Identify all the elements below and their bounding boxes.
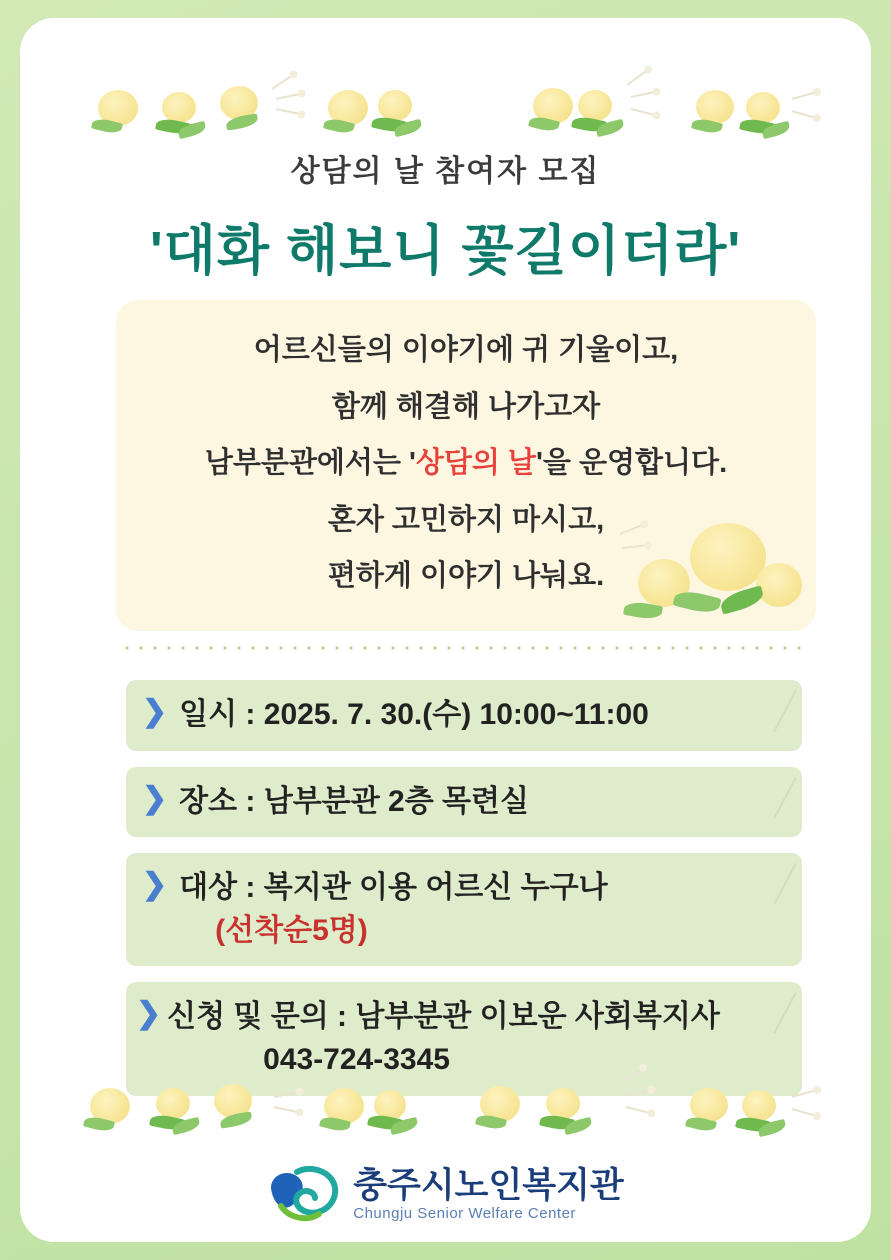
dotted-divider: [120, 646, 810, 650]
intro-box: [116, 300, 816, 631]
poster-card: [20, 18, 871, 1242]
footer-logo: [20, 1166, 871, 1224]
info-row-sublabel: (선착순5명): [215, 913, 368, 947]
intro-line-3-pre: 남부분관에서는 ': [204, 447, 416, 480]
chevron-right-icon: ❯: [136, 997, 162, 1031]
dandelion-seeds-icon: [792, 78, 852, 138]
contact-phone-number: 043-724-3345: [263, 1042, 450, 1076]
info-row-label: 대상 : 복지관 이용 어르신 누구나: [179, 871, 608, 905]
info-row-label: 신청 및 문의 : 남부분관 이보운 사회복지사: [167, 1000, 720, 1034]
poster-headline: 상담의 날 참여자 모집: [290, 155, 601, 188]
info-list: [126, 680, 802, 1112]
dandelion-icon: [372, 88, 432, 148]
info-row-datetime: [126, 680, 802, 751]
intro-line-4: 혼자 고민하지 마시고,: [327, 503, 605, 536]
intro-line-2: 함께 해결해 나가고자: [331, 390, 601, 423]
intro-line-3: [116, 435, 816, 492]
logo-text-block: [353, 1168, 623, 1222]
dandelion-seeds-icon: [270, 76, 330, 136]
dandelion-icon: [572, 88, 632, 148]
intro-line-1: 어르신들의 이야기에 귀 기울이고,: [253, 334, 679, 366]
organization-name-en: Chungju Senior Welfare Center: [353, 1204, 576, 1222]
dandelion-icon: [688, 86, 748, 146]
info-row-label-group: [167, 996, 720, 1081]
dandelion-icon: [525, 82, 585, 142]
info-row-label: 장소 : 남부분관 2층 목련실: [179, 784, 529, 818]
chevron-right-icon: ❯: [142, 695, 168, 728]
dandelion-icon: [740, 90, 800, 150]
dandelion-icon: [320, 84, 380, 144]
info-row-location: [126, 767, 802, 838]
info-row-contact: [126, 982, 802, 1095]
info-row-target: [126, 853, 802, 966]
poster-title: '대화 해보니 꽃길이더라': [149, 221, 742, 281]
info-row-label: 일시 : 2025. 7. 30.(수) 10:00~11:00: [179, 698, 649, 731]
dandelion-icon: [90, 84, 150, 144]
intro-line-5: 편하게 이야기 나눠요.: [327, 560, 605, 593]
chevron-right-icon: ❯: [142, 868, 168, 902]
welfare-center-logo-icon: [267, 1166, 341, 1224]
dandelion-icon: [156, 90, 216, 150]
dandelion-row-top: [20, 66, 871, 156]
dandelion-icon: [216, 80, 276, 140]
intro-line-3-post: '을 운영합니다.: [536, 447, 728, 480]
dandelion-seeds-icon: [625, 74, 685, 134]
info-row-label-group: [179, 867, 607, 952]
organization-name-ko: 충주시노인복지관: [353, 1166, 624, 1206]
chevron-right-icon: ❯: [142, 781, 168, 815]
intro-line-3-accent: 상담의 날: [415, 447, 537, 480]
